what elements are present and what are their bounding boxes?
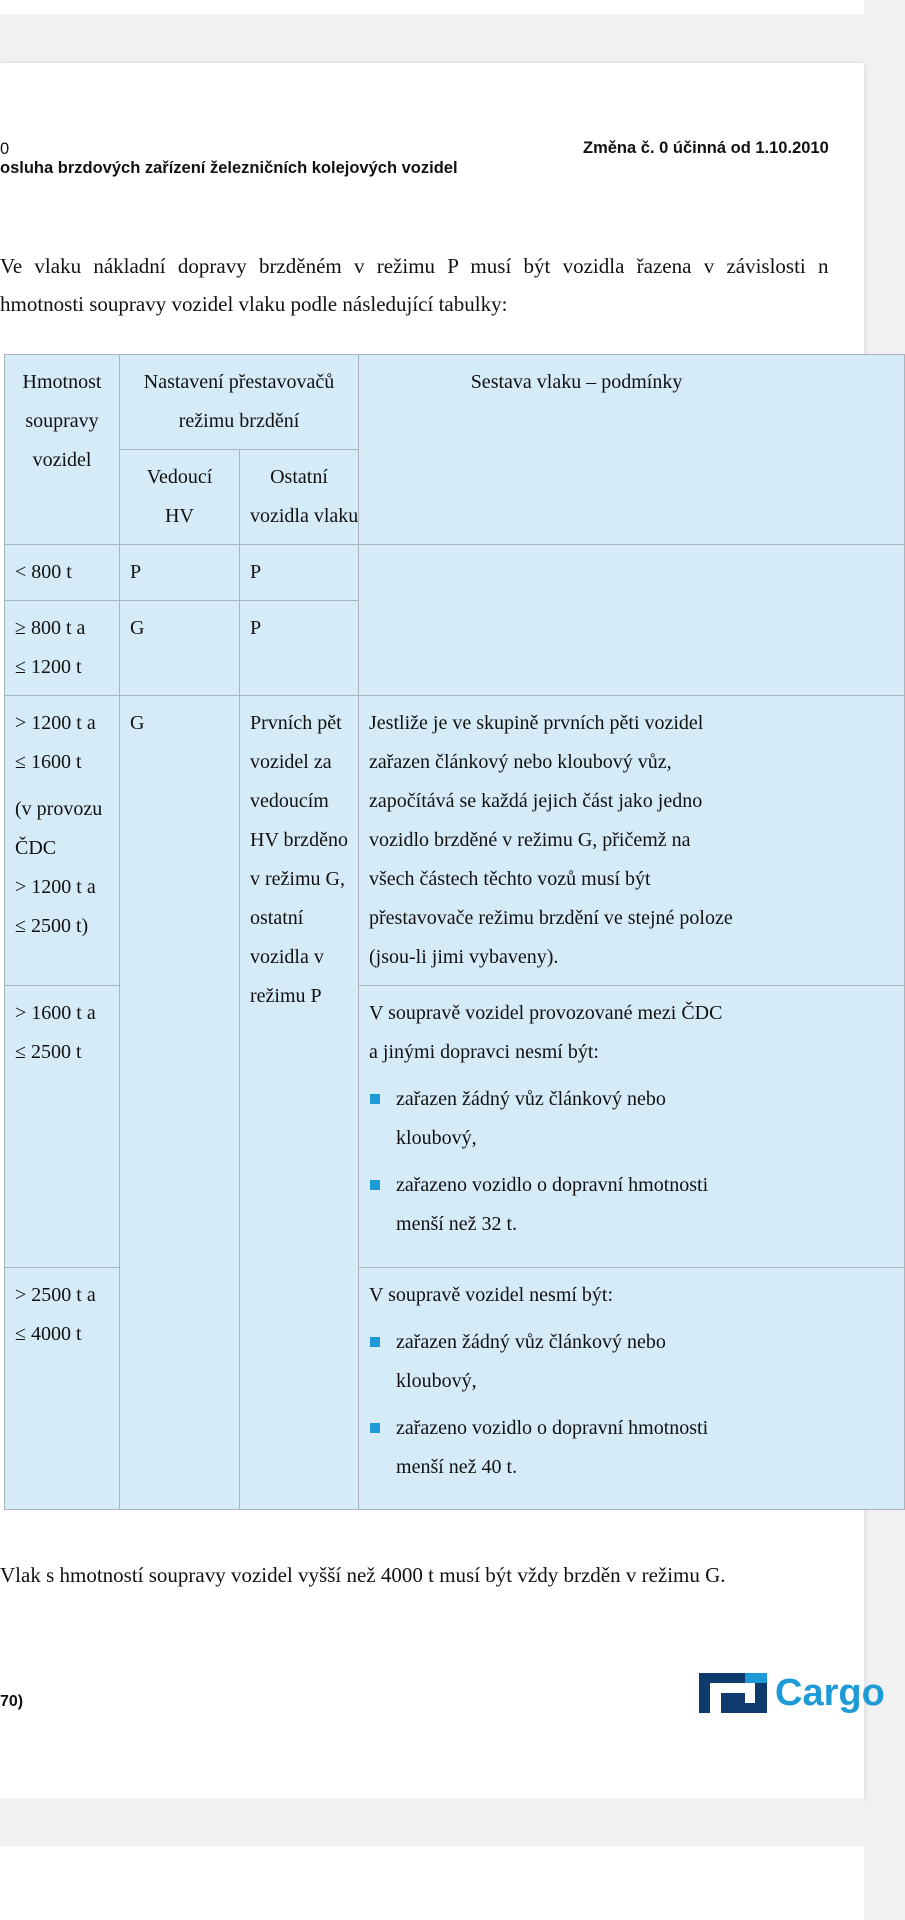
conditions-list (369, 1080, 894, 1244)
conditions-cell: Jestliže je ve skupině prvních pěti vozidel zařazen článkový nebo kloubový vůz, započítává se každá jejich část jako jedno vozidlo brzděné v režimu G, přičemž na všech částech těchto vozů musí být přestavovače režimu brzdění ve stejné poloze (jsou-li jimi vybaveny). (359, 696, 905, 986)
doc-subtitle: osluha brzdových zařízení železničních kolejových vozidel (0, 159, 458, 177)
square-bullet-icon (370, 1094, 380, 1104)
intro-line-2: hmotnosti soupravy vozidel vlaku podle následující tabulky: (0, 292, 508, 316)
mass-cell: > 1600 t a ≤ 2500 t (5, 986, 120, 1268)
header-settings: Nastavení přestavovačů režimu brzdění (120, 355, 359, 450)
table-row (5, 545, 905, 601)
doc-number: 0 (0, 140, 10, 158)
lead-mode-cell: P (120, 545, 240, 601)
list-item: zařazeno vozidlo o dopravní hmotnosti menší než 40 t. (369, 1409, 894, 1487)
viewer-top-gap (0, 14, 864, 63)
lead-mode-cell: G (120, 696, 240, 1510)
square-bullet-icon (370, 1337, 380, 1347)
conditions-list (369, 1323, 894, 1487)
change-note: Změna č. 0 účinná od 1.10.2010 (583, 139, 829, 157)
square-bullet-icon (370, 1423, 380, 1433)
cargo-logo (699, 1673, 885, 1713)
top-strip (0, 0, 864, 14)
page-number: 70) (0, 1693, 24, 1710)
mass-cell: < 800 t (5, 545, 120, 601)
list-item: zařazeno vozidlo o dopravní hmotnosti menší než 32 t. (369, 1166, 894, 1244)
conditions-cell-empty (359, 545, 905, 696)
logo-text: Cargo (775, 1672, 885, 1714)
footer-note: Vlak s hmotností soupravy vozidel vyšší než 4000 t musí být vždy brzděn v režimu G. (0, 1563, 726, 1587)
header-other-vehicles: Ostatní vozidla vlaku (240, 450, 359, 545)
list-item: zařazen žádný vůz článkový nebo kloubový, (369, 1323, 894, 1401)
table-row (5, 696, 905, 986)
mass-note: (v provozu (15, 798, 103, 820)
mass-cell: > 2500 t a ≤ 4000 t (5, 1268, 120, 1510)
intro-paragraph (0, 247, 900, 323)
others-mode-cell: P (240, 601, 359, 696)
list-item: zařazen žádný vůz článkový nebo kloubový, (369, 1080, 894, 1158)
conditions-cell: V soupravě vozidel provozované mezi ČDC a jinými dopravci nesmí být: zařazen žádný vůz článkový nebo kloubový, zařazeno vozidlo o dopravní hmotnosti menší než 32 t. (359, 986, 905, 1268)
cd-logo-mark-icon (699, 1673, 767, 1713)
lead-mode-cell: G (120, 601, 240, 696)
header-mass: Hmotnost soupravy vozidel (5, 355, 120, 545)
braking-table (4, 354, 905, 1510)
intro-line-1: Ve vlaku nákladní dopravy brzděném v režimu P musí být vozidla řazena v závislosti n (0, 254, 829, 278)
square-bullet-icon (370, 1180, 380, 1190)
mass-cell: ≥ 800 t a ≤ 1200 t (5, 601, 120, 696)
header-lead-vehicle: Vedoucí HV (120, 450, 240, 545)
mass-cell: > 1200 t a ≤ 1600 t (v provozu ČDC > 1200 t a ≤ 2500 t) (5, 696, 120, 986)
others-mode-cell: P (240, 545, 359, 601)
conditions-cell: V soupravě vozidel nesmí být: zařazen žádný vůz článkový nebo kloubový, zařazeno vozidlo o dopravní hmotnosti menší než 40 t. (359, 1268, 905, 1510)
others-mode-cell: Prvních pět vozidel za vedoucím HV brzděno v režimu G, ostatní vozidla v režimu P (240, 696, 359, 1510)
bottom-strip (0, 1846, 864, 1920)
header-conditions: Sestava vlaku – podmínky (359, 355, 905, 545)
viewer-bottom-gap (0, 1798, 864, 1846)
